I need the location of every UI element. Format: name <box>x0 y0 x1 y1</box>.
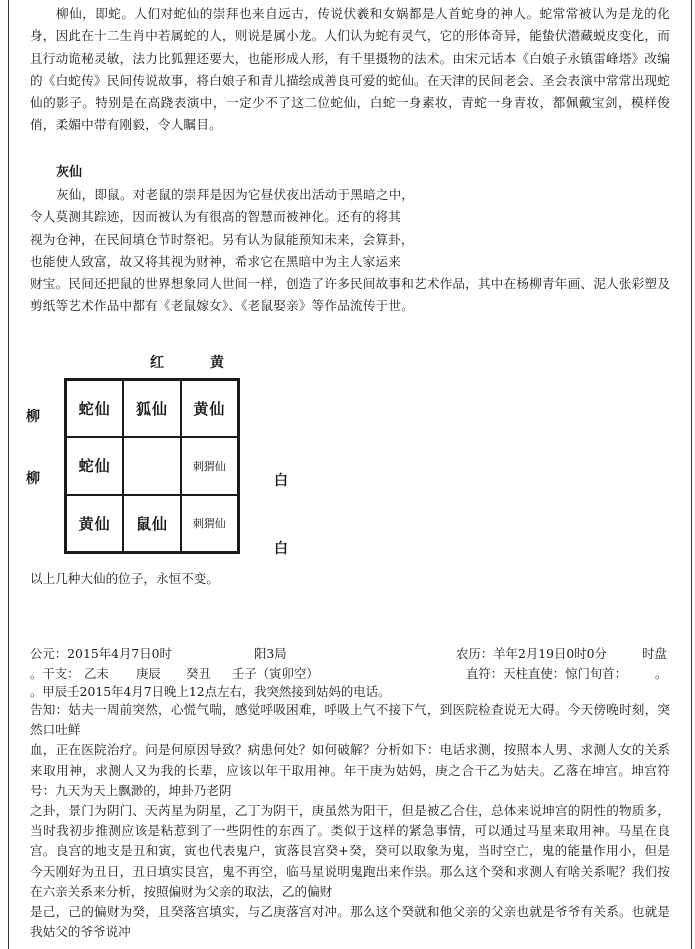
immortals-grid <box>64 378 240 554</box>
case-line: 是己，己的偏财为癸，且癸落宫填实，与乙庚落宫对冲。那么这个癸就和他父亲的父亲也就是爷爷有关系。也就是我姑父的爷爷说冲 <box>30 904 670 940</box>
rat-paragraph <box>30 184 670 318</box>
rat-line: 也能使人致富，故又将其视为财神，希求它在黑暗中为主人家运来 <box>30 253 402 269</box>
left-label-willow: 柳 <box>26 471 40 487</box>
ganzhi-month: 庚辰 <box>136 666 161 681</box>
immortals-position-diagram <box>26 348 292 570</box>
ju-number: 阳3局 <box>254 646 287 661</box>
top-label-red: 红 <box>150 355 164 371</box>
zhifu-info: 直符：天柱直使：惊门旬首： <box>466 666 628 681</box>
rat-line: 灰仙，即鼠。对老鼠的崇拜是因为它昼伏夜出活动于黑暗之中， <box>56 187 415 202</box>
case-line: 之卦，景门为阴门、天芮星为阴星，乙丁为阴干，庚虽然为阳干，但是被乙合住，总体来说坤宫的阴性的物质多，当时我初步推测应该是粘惹到了一些阴性的东西了。类似于这样的紧急事情，可以通过马星来取用神。马星在良宫。良宫的地支是丑和寅，寅也代表鬼户，寅落艮宫癸+癸，癸可以取象为鬼，当时空亡，鬼的能量作用小，但是今天刚好为丑日，丑日填实艮宫，鬼不再空，临马星说明鬼跑出来作祟。那么这个癸和求测人有啥关系呢？我们按在六亲关系来分析，按照偏财为父亲的取法，乙的偏财 <box>30 803 670 899</box>
lunar-date: 农历：羊年2月19日0时0分 <box>456 646 607 661</box>
ganzhi-label: 。干支： <box>30 666 80 681</box>
rat-line: 令人莫测其踪迹，因而被认为有很高的智慧而被神化。还有的将其 <box>30 209 402 225</box>
grid-cell: 黄仙 <box>66 495 123 552</box>
grid-cell: 鼠仙 <box>123 495 180 552</box>
grid-cell: 刺猬仙 <box>181 495 238 552</box>
top-label-yellow: 黄 <box>210 355 224 371</box>
rat-line: 视为仓神，在民间填仓节时祭祀。另有认为鼠能预知未来，会算卦， <box>30 231 414 247</box>
ganzhi-year: 乙未 <box>84 666 109 681</box>
grid-cell: 蛇仙 <box>66 380 123 437</box>
grid-cell: 狐仙 <box>123 380 180 437</box>
right-label-white: 白 <box>274 541 288 557</box>
case-line: 血，正在医院治疗。问是何原因导致？病患何处？如何破解？分析如下：电话求测，按照本人男、求测人女的关系来取用神，求测人又为我的长辈，应该以年干取用神。年干庚为姑妈，庚之合干乙为姑夫。乙落在坤宫。坤宫符号：九天为天上飘渺的，坤卦乃老阴 <box>30 742 670 798</box>
case-line: 告知：姑夫一周前突然，心慌气喘，感觉呼吸困难，呼吸上气不接下气，到医院检查说无大碍。今天傍晚时刻，突然口吐鲜 <box>30 702 670 738</box>
ganzhi-day: 癸丑 <box>186 666 211 681</box>
gregorian-date: 公元：2015年4月7日0时 <box>30 646 172 661</box>
diagram-caption: 以上几种大仙的位子，永恒不变。 <box>30 571 219 586</box>
right-label-white: 白 <box>274 473 288 489</box>
rat-line: 财宝。民间还把鼠的世界想象同人世间一样，创造了许多民间故事和艺术作品，其中在杨柳青年画、泥人张彩塑及剪纸等艺术作品中都有《老鼠嫁女》、《老鼠娶亲》等作品流传于世。 <box>30 276 670 314</box>
snake-paragraph: 柳仙，即蛇。人们对蛇仙的崇拜也来自远古，传说伏羲和女娲都是人首蛇身的神人。蛇常常被认为是龙的化身，因此在十二生肖中若属蛇的人，则说是属小龙。人们认为蛇有灵气，它的形体奇异，能蛰伏潜藏蜕皮变化，而且行动诡秘灵敏，法力比狐狸还要大，也能形成人形，有千里摄物的法术。由宋元话本《白娘子永镇雷峰塔》改编的《白蛇传》民间传说故事，将白娘子和青儿描绘成善良可爱的蛇仙。在天津的民间老会、圣会表演中常常出现蛇仙的影子。特别是在高跷表演中，一定少不了这二位蛇仙，白蛇一身素妆，青蛇一身青妆，都佩戴宝剑，模样俊俏，柔媚中带有刚毅，令人瞩目。 <box>30 6 670 133</box>
shipan-label: 时盘 <box>642 646 667 661</box>
grid-cell: 刺猬仙 <box>181 437 238 494</box>
zhifu-tail: 。 <box>655 666 668 681</box>
left-label-willow: 柳 <box>26 409 40 425</box>
grid-cell-empty <box>123 437 180 494</box>
ganzhi-hour: 壬子（寅卯空） <box>232 666 319 681</box>
rat-heading: 灰仙 <box>56 165 83 180</box>
grid-cell: 蛇仙 <box>66 437 123 494</box>
case-analysis <box>30 700 670 942</box>
grid-cell: 黄仙 <box>181 380 238 437</box>
xunshou-line: 。甲辰壬2015年4月7日晚上12点左右，我突然接到姑妈的电话。 <box>30 684 391 699</box>
